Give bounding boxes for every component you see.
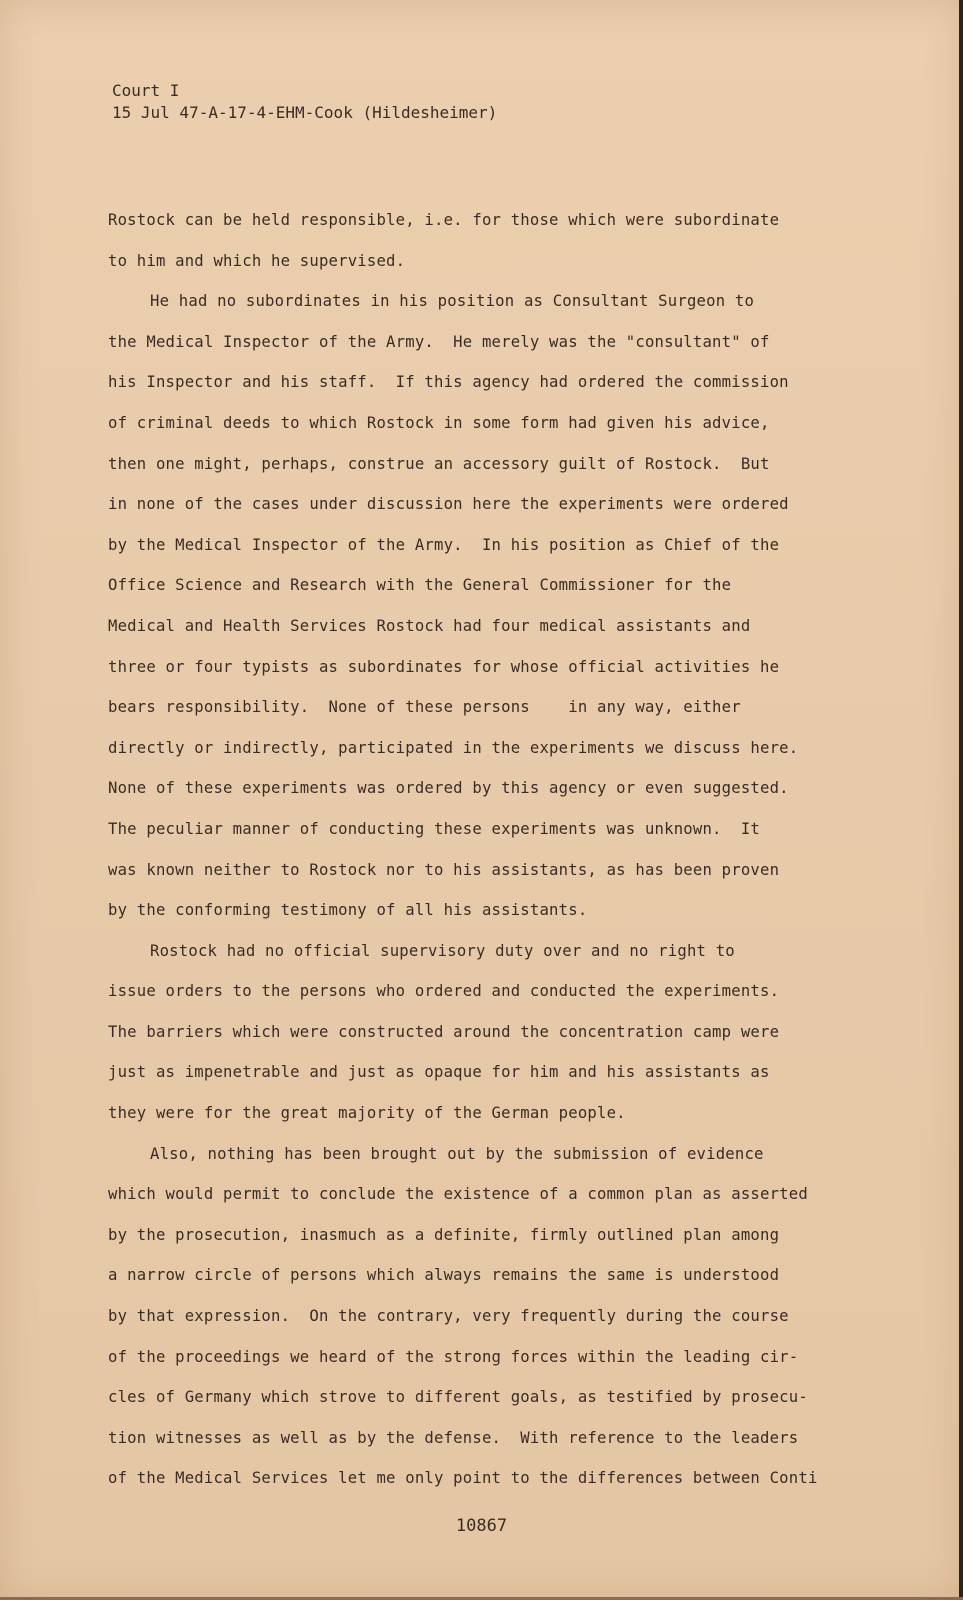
text-line: None of these experiments was ordered by this agency or even suggested. [108,779,789,798]
text-line: three or four typists as subordinates for whose official activities he [108,657,780,676]
text-line: was known neither to Rostock nor to his assistants, as has been proven [108,860,780,879]
text-line: just as impenetrable and just as opaque for him and his assistants as [108,1063,770,1082]
text-line: The peculiar manner of conducting these experiments was unknown. It [108,819,760,838]
text-line: of the proceedings we heard of the strong forces within the leading cir- [108,1347,799,1366]
text-line: by the Medical Inspector of the Army. In his position as Chief of the [108,535,780,554]
page-number: 10867 [455,1516,508,1536]
text-line: they were for the great majority of the German people. [108,1104,626,1123]
text-line: bears responsibility. None of these persons in any way, either [108,698,741,717]
text-line: directly or indirectly, participated in the experiments we discuss here. [108,738,799,757]
text-line: Rostock had no official supervisory duty over and no right to [150,941,735,960]
text-line: the Medical Inspector of the Army. He merely was the "consultant" of [108,332,770,351]
page-edge-shadow [959,0,963,1600]
text-line: of the Medical Services let me only point to the differences between Conti [108,1469,818,1488]
header-court: Court I [112,81,180,100]
text-line: He had no subordinates in his position as Consultant Surgeon to [150,292,755,311]
text-line: which would permit to conclude the existence of a common plan as asserted [108,1185,808,1204]
text-line: issue orders to the persons who ordered and conducted the experiments. [108,982,780,1001]
text-line: of criminal deeds to which Rostock in some form had given his advice, [108,413,770,432]
text-line: cles of Germany which strove to different goals, as testified by prosecu- [108,1388,808,1407]
text-line: Rostock can be held responsible, i.e. for those which were subordinate [108,211,780,229]
text-line: then one might, perhaps, construe an accessory guilt of Rostock. But [108,454,770,473]
text-line: his Inspector and his staff. If this agency had ordered the commission [108,373,789,392]
text-line: tion witnesses as well as by the defense. With reference to the leaders [108,1428,799,1447]
text-line: Office Science and Research with the General Commissioner for the [108,576,732,595]
text-line: by that expression. On the contrary, very frequently during the course [108,1307,789,1326]
document-header [112,80,497,124]
header-reference: 15 Jul 47-A-17-4-EHM-Cook (Hildesheimer) [112,103,498,122]
text-line: a narrow circle of persons which always remains the same is understood [108,1266,780,1285]
body-text [90,200,850,1499]
text-line: Also, nothing has been brought out by the submission of evidence [150,1144,764,1163]
text-line: in none of the cases under discussion here the experiments were ordered [108,495,789,514]
text-line: by the conforming testimony of all his assistants. [108,901,588,920]
text-line: Medical and Health Services Rostock had four medical assistants and [108,616,751,635]
text-line: by the prosecution, inasmuch as a definite, firmly outlined plan among [108,1225,780,1244]
text-line: to him and which he supervised. [108,251,406,270]
text-line: The barriers which were constructed around the concentration camp were [108,1022,780,1041]
